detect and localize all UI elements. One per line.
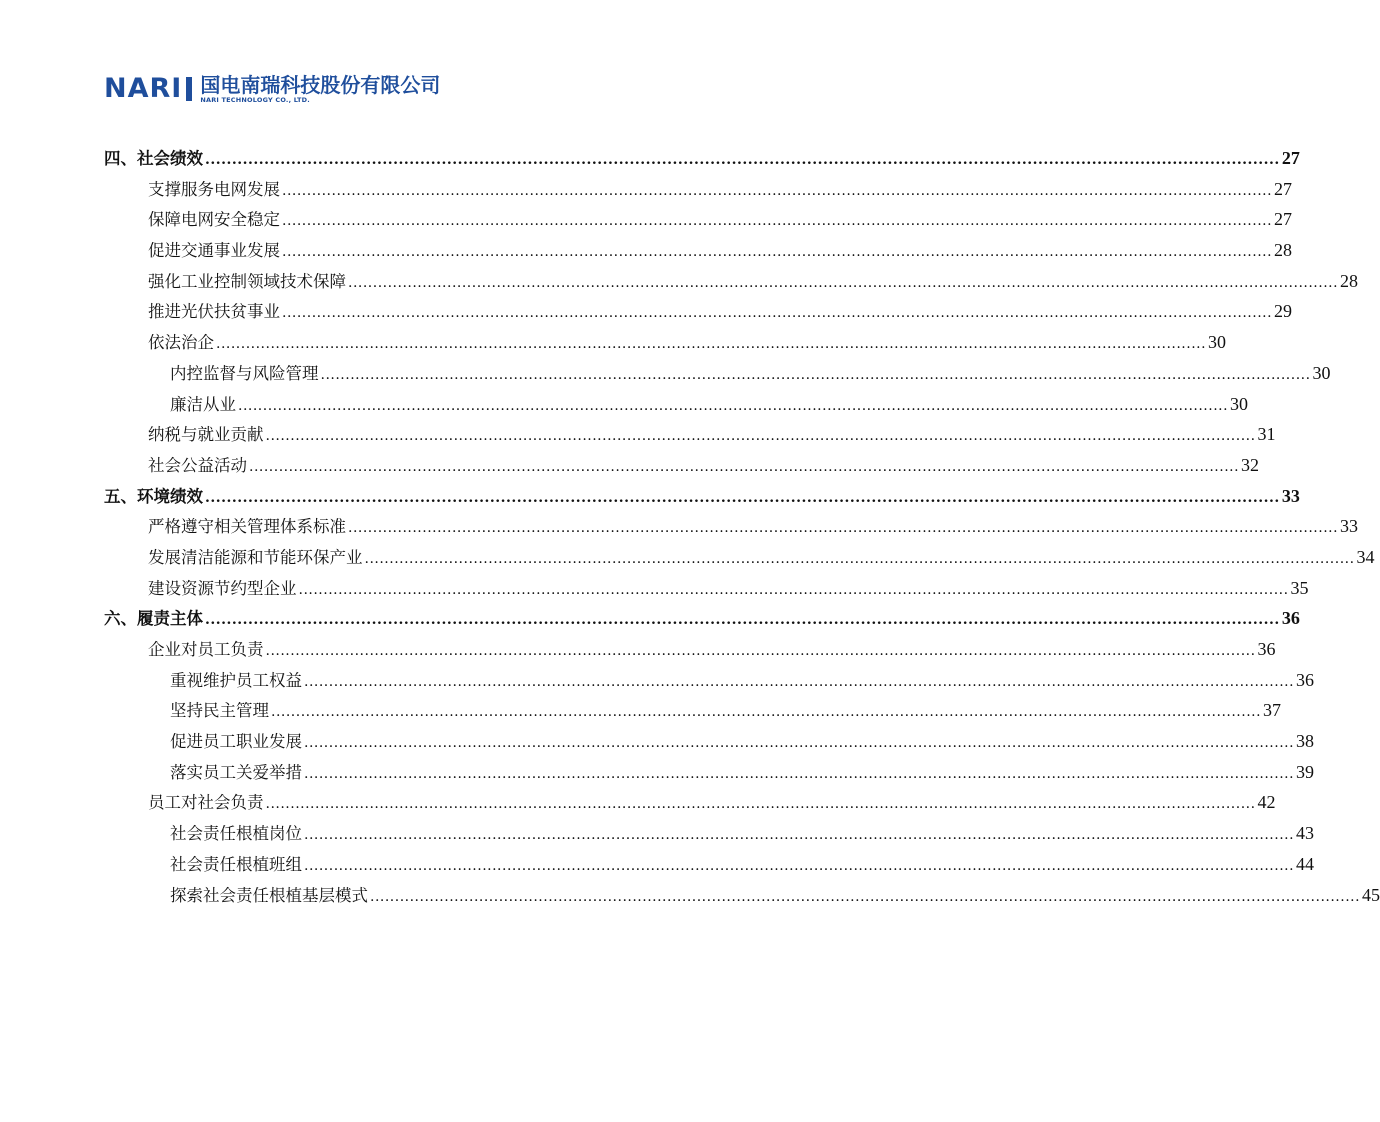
- toc-entry-page-number: 36: [1281, 608, 1300, 629]
- toc-entry-title: 六、履责主体: [104, 609, 203, 629]
- toc-entry[interactable]: [104, 419, 1276, 450]
- toc-entry-title: 建设资源节约型企业: [148, 578, 297, 598]
- toc-entry[interactable]: [104, 726, 1315, 757]
- toc-entry[interactable]: [104, 204, 1293, 235]
- toc-entry[interactable]: [104, 634, 1276, 665]
- toc-entry-page-number: 29: [1274, 301, 1293, 322]
- toc-entry[interactable]: [104, 511, 1359, 542]
- toc-entry-page-number: 33: [1340, 516, 1359, 537]
- toc-entry-page-number: 31: [1257, 424, 1276, 445]
- toc-entry-title: 严格遵守相关管理体系标准: [148, 517, 346, 537]
- toc-leader-dots: ........................................................................................................................................................................................................: [271, 704, 1262, 721]
- toc-entry-title: 探索社会责任根植基层模式: [170, 885, 368, 905]
- toc-entry-title: 保障电网安全稳定: [148, 210, 280, 230]
- toc-entry-title: 企业对员工负责: [148, 640, 264, 659]
- toc-entry-page-number: 44: [1296, 853, 1315, 874]
- toc-entry-title: 支撑服务电网发展: [148, 179, 280, 199]
- toc-entry-title: 社会责任根植班组: [170, 854, 302, 874]
- toc-entry-page-number: 27: [1274, 178, 1293, 199]
- toc-entry-title: 社会公益活动: [148, 455, 247, 475]
- toc-entry[interactable]: [104, 849, 1315, 880]
- toc-entry[interactable]: [104, 665, 1315, 696]
- toc-leader-dots: ........................................................................................................................................................................................................: [205, 152, 1280, 168]
- company-logo: [104, 74, 192, 104]
- toc-leader-dots: ........................................................................................................................................................................................................: [320, 366, 1311, 383]
- toc-entry-page-number: 30: [1230, 393, 1249, 414]
- toc-entry[interactable]: [104, 542, 1375, 573]
- company-name-block: [200, 74, 440, 105]
- toc-entry[interactable]: [104, 389, 1249, 420]
- toc-entry-page-number: 28: [1340, 270, 1359, 291]
- toc-entry-page-number: 37: [1263, 700, 1282, 721]
- toc-entry[interactable]: [104, 143, 1300, 174]
- toc-entry-title: 推进光伏扶贫事业: [148, 302, 280, 322]
- toc-entry-title: 发展清洁能源和节能环保产业: [148, 547, 363, 567]
- toc-entry-page-number: 27: [1274, 209, 1293, 230]
- toc-entry-page-number: 27: [1281, 148, 1300, 168]
- toc-leader-dots: ........................................................................................................................................................................................................: [282, 305, 1273, 322]
- toc-entry-page-number: 38: [1296, 731, 1315, 752]
- toc-entry-title: 强化工业控制领域技术保障: [148, 271, 346, 291]
- toc-leader-dots: ........................................................................................................................................................................................................: [304, 827, 1295, 844]
- toc-entry[interactable]: [104, 358, 1331, 389]
- toc-leader-dots: ........................................................................................................................................................................................................: [205, 612, 1280, 629]
- toc-leader-dots: ........................................................................................................................................................................................................: [249, 458, 1240, 475]
- toc-entry[interactable]: [104, 818, 1315, 849]
- toc-entry-page-number: 30: [1312, 362, 1331, 383]
- toc-entry-title: 重视维护员工权益: [170, 670, 302, 690]
- toc-entry-page-number: 36: [1257, 639, 1276, 659]
- toc-leader-dots: ........................................................................................................................................................................................................: [364, 550, 1355, 567]
- logo-mark-text: NARI: [104, 73, 183, 104]
- toc-entry[interactable]: [104, 327, 1227, 358]
- toc-entry-page-number: 35: [1290, 577, 1309, 598]
- toc-leader-dots: ........................................................................................................................................................................................................: [205, 489, 1280, 506]
- toc-leader-dots: ........................................................................................................................................................................................................: [265, 428, 1256, 445]
- toc-entry-page-number: 36: [1296, 669, 1315, 690]
- toc-entry-title: 坚持民主管理: [170, 701, 269, 721]
- toc-leader-dots: ........................................................................................................................................................................................................: [238, 397, 1229, 414]
- toc-entry-page-number: 28: [1274, 240, 1293, 261]
- toc-entry[interactable]: [104, 174, 1293, 205]
- toc-entry-title: 廉洁从业: [170, 394, 236, 414]
- toc-entry-page-number: 43: [1296, 823, 1315, 844]
- toc-leader-dots: ........................................................................................................................................................................................................: [265, 643, 1256, 659]
- toc-leader-dots: ........................................................................................................................................................................................................: [282, 213, 1273, 230]
- toc-entry-title: 社会责任根植岗位: [170, 824, 302, 844]
- toc-leader-dots: ........................................................................................................................................................................................................: [348, 520, 1339, 537]
- toc-entry[interactable]: [104, 603, 1300, 634]
- toc-entry-title: 内控监督与风险管理: [170, 363, 319, 383]
- toc-entry[interactable]: [104, 235, 1293, 266]
- table-of-contents: [104, 143, 1380, 910]
- toc-entry[interactable]: [104, 450, 1260, 481]
- toc-entry-page-number: 32: [1241, 454, 1260, 475]
- toc-leader-dots: ........................................................................................................................................................................................................: [304, 857, 1295, 874]
- toc-entry-page-number: 45: [1362, 884, 1380, 905]
- toc-entry[interactable]: [104, 880, 1380, 911]
- toc-leader-dots: ........................................................................................................................................................................................................: [282, 244, 1273, 261]
- toc-entry-page-number: 39: [1296, 761, 1315, 782]
- toc-entry[interactable]: [104, 296, 1293, 327]
- toc-leader-dots: ........................................................................................................................................................................................................: [304, 735, 1295, 752]
- toc-entry[interactable]: [104, 266, 1359, 297]
- company-name-cn: 国电南瑞科技股份有限公司: [200, 73, 441, 97]
- toc-entry-title: 五、环境绩效: [104, 486, 203, 506]
- toc-entry[interactable]: [104, 787, 1276, 818]
- company-name-en: NARI TECHNOLOGY CO., LTD.: [200, 96, 310, 104]
- toc-leader-dots: ........................................................................................................................................................................................................: [298, 581, 1289, 598]
- toc-entry-title: 四、社会绩效: [104, 149, 203, 168]
- toc-entry-title: 促进交通事业发展: [148, 241, 280, 261]
- toc-entry[interactable]: [104, 695, 1282, 726]
- logo-bar: [186, 77, 192, 101]
- page-header: [104, 74, 440, 106]
- toc-leader-dots: ........................................................................................................................................................................................................: [370, 888, 1361, 905]
- toc-entry-title: 依法治企: [148, 333, 214, 353]
- toc-leader-dots: ........................................................................................................................................................................................................: [304, 765, 1295, 782]
- toc-entry[interactable]: [104, 757, 1315, 788]
- toc-entry-title: 落实员工关爱举措: [170, 762, 302, 782]
- toc-entry-page-number: 30: [1208, 332, 1227, 353]
- toc-entry-page-number: 42: [1257, 792, 1276, 813]
- toc-leader-dots: ........................................................................................................................................................................................................: [265, 796, 1256, 813]
- toc-leader-dots: ........................................................................................................................................................................................................: [216, 336, 1207, 353]
- toc-entry[interactable]: [104, 573, 1309, 604]
- toc-leader-dots: ........................................................................................................................................................................................................: [282, 182, 1273, 199]
- toc-entry-page-number: 33: [1281, 485, 1300, 506]
- toc-entry[interactable]: [104, 481, 1300, 512]
- toc-entry-title: 促进员工职业发展: [170, 732, 302, 752]
- toc-entry-page-number: 34: [1356, 546, 1375, 567]
- toc-entry-title: 纳税与就业贡献: [148, 425, 264, 445]
- toc-leader-dots: ........................................................................................................................................................................................................: [348, 274, 1339, 291]
- toc-entry-title: 员工对社会负责: [148, 793, 264, 813]
- toc-leader-dots: ........................................................................................................................................................................................................: [304, 673, 1295, 690]
